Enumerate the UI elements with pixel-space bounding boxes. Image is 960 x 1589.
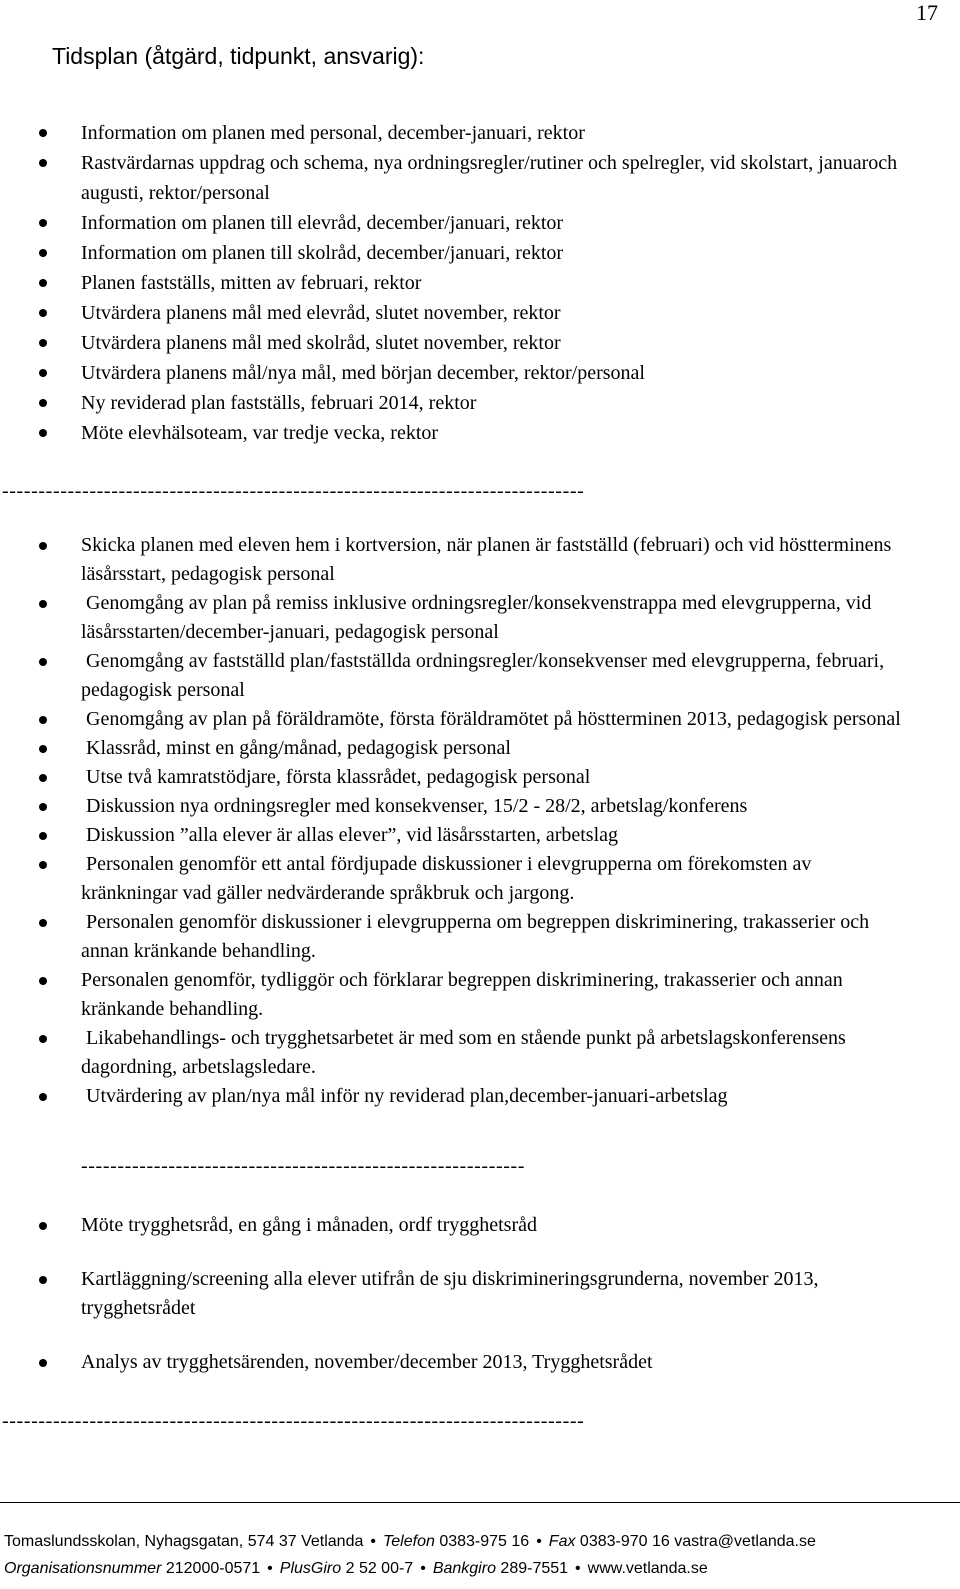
list-item-text: Utse två kamratstödjare, första klassrådet, pedagogisk personal: [81, 766, 591, 788]
list-item-text: Utvärdera planens mål med elevråd, slutet november, rektor: [81, 302, 561, 324]
list-item-text: Planen fastställs, mitten av februari, rektor: [81, 272, 422, 294]
list-item-text: Genomgång av fastställd plan/fastställda ordningsregler/konsekvenser med elevgrupperna, februari, pedagogisk personal: [81, 650, 890, 701]
list-item-text: Skicka planen med eleven hem i kortversion, när planen är fastställd (februari) och vid höstterminens läsårsstart, pedagogisk personal: [81, 534, 897, 585]
bullet-icon: [39, 600, 47, 608]
footer-org-label: Organisationsnummer: [4, 1560, 162, 1577]
list-item: [0, 1211, 911, 1240]
list-item: [0, 388, 911, 418]
list-item: [0, 1024, 911, 1082]
list-item: [0, 1348, 911, 1377]
list-item: [0, 531, 911, 589]
list-item-text: Diskussion nya ordningsregler med konsekvenser, 15/2 - 28/2, arbetslag/konferens: [81, 795, 748, 817]
footer-school-address: Tomaslundsskolan, Nyhagsgatan, 574 37 Vetlanda: [4, 1533, 364, 1550]
list-item: [0, 418, 911, 448]
list-item: [0, 763, 911, 792]
list-item-text: Utvärdera planens mål med skolråd, slutet november, rektor: [81, 332, 561, 354]
bullet-icon: [39, 1222, 47, 1230]
footer-rule: [0, 1502, 960, 1503]
bullet-icon: [39, 919, 47, 927]
bullet-icon: [39, 279, 47, 287]
footer-contact-line: [4, 1532, 816, 1552]
footer-website: www.vetlanda.se: [587, 1560, 708, 1577]
list-item: [0, 850, 911, 908]
footer-fax: 0383-970 16: [579, 1533, 670, 1550]
timeline-list-management: [0, 118, 911, 448]
dashed-divider-top: --------------------------------------------------------------------------------: [2, 480, 585, 502]
dashed-divider-bottom: --------------------------------------------------------------------------------: [2, 1410, 585, 1432]
list-item-text: Genomgång av plan på föräldramöte, första föräldramötet på höstterminen 2013, pedagogisk personal: [81, 708, 901, 730]
list-item-text: Utvärdering av plan/nya mål inför ny reviderad plan,december-januari-arbetslag: [81, 1085, 728, 1107]
footer-payment-line: [4, 1559, 708, 1579]
footer-bullet: •: [370, 1533, 376, 1550]
footer-fax-label: Fax: [548, 1533, 576, 1550]
list-item-text: Rastvärdarnas uppdrag och schema, nya ordningsregler/rutiner och spelregler, vid skolstart, januaroch augusti, rektor/personal: [81, 152, 903, 204]
bullet-icon: [39, 369, 47, 377]
list-item: [0, 589, 911, 647]
bullet-icon: [39, 399, 47, 407]
list-item-text: Kartläggning/screening alla elever utifrån de sju diskrimineringsgrunderna, november 2013, trygghetsrådet: [81, 1268, 824, 1319]
footer-email: vastra@vetlanda.se: [674, 1533, 816, 1550]
bullet-icon: [39, 832, 47, 840]
footer-phone: 0383-975 16: [439, 1533, 530, 1550]
list-item-text: Utvärdera planens mål/nya mål, med början december, rektor/personal: [81, 362, 645, 384]
list-item: [0, 238, 911, 268]
list-item: [0, 268, 911, 298]
list-item: [0, 148, 911, 208]
list-item: [0, 1082, 911, 1111]
list-item-text: Ny reviderad plan fastställs, februari 2014, rektor: [81, 392, 477, 414]
list-item-text: Likabehandlings- och trygghetsarbetet är med som en stående punkt på arbetslagskonferensens dagordning, arbetslagsledare.: [81, 1027, 851, 1078]
list-item: [0, 328, 911, 358]
bullet-icon: [39, 803, 47, 811]
bullet-icon: [39, 249, 47, 257]
bullet-icon: [39, 745, 47, 753]
footer-bullet: •: [536, 1533, 542, 1550]
list-item: [0, 1265, 911, 1323]
footer-plusgiro-label: PlusGiro: [279, 1560, 342, 1577]
bullet-icon: [39, 861, 47, 869]
footer-bullet: •: [267, 1560, 273, 1577]
footer-org: 212000-0571: [165, 1560, 261, 1577]
list-item: [0, 792, 911, 821]
footer-bullet: •: [575, 1560, 581, 1577]
list-item-text: Möte elevhälsoteam, var tredje vecka, rektor: [81, 422, 439, 444]
list-item-text: Personalen genomför diskussioner i elevgrupperna om begreppen diskriminering, trakasserier och annan kränkande behandling.: [81, 911, 875, 962]
list-item: [0, 118, 911, 148]
list-item-text: Personalen genomför, tydliggör och förklarar begreppen diskriminering, trakasserier och annan kränkande behandling.: [81, 969, 848, 1020]
bullet-icon: [39, 429, 47, 437]
list-item-text: Diskussion ”alla elever är allas elever”, vid läsårsstarten, arbetslag: [81, 824, 619, 846]
list-item: [0, 821, 911, 850]
bullet-icon: [39, 1359, 47, 1367]
list-item: [0, 734, 911, 763]
bullet-icon: [39, 219, 47, 227]
bullet-icon: [39, 1093, 47, 1101]
list-item-text: Analys av trygghetsärenden, november/december 2013, Trygghetsrådet: [81, 1351, 653, 1373]
list-item: [0, 208, 911, 238]
list-item: [0, 705, 911, 734]
list-item-text: Genomgång av plan på remiss inklusive ordningsregler/konsekvenstrappa med elevgrupperna, vid läsårsstarten/december-januari, pedagogisk personal: [81, 592, 877, 643]
bullet-icon: [39, 1276, 47, 1284]
list-item-text: Information om planen till elevråd, december/januari, rektor: [81, 212, 564, 234]
list-item-text: Möte trygghetsråd, en gång i månaden, ordf trygghetsråd: [81, 1214, 537, 1236]
bullet-icon: [39, 542, 47, 550]
list-item-text: Klassråd, minst en gång/månad, pedagogisk personal: [81, 737, 511, 759]
list-item-text: Information om planen till skolråd, december/januari, rektor: [81, 242, 564, 264]
list-item-text: Personalen genomför ett antal fördjupade diskussioner i elevgrupperna om förekomsten av kränkningar vad gäller nedvärderande språkbruk och jargong.: [81, 853, 817, 904]
bullet-icon: [39, 309, 47, 317]
footer-bullet: •: [420, 1560, 426, 1577]
footer-phone-label: Telefon: [382, 1533, 435, 1550]
dashed-divider-middle: -------------------------------------------------------------: [81, 1155, 526, 1177]
list-item: [0, 647, 911, 705]
timeline-list-staff: [0, 531, 911, 1111]
bullet-icon: [39, 129, 47, 137]
list-item: [0, 358, 911, 388]
list-item: [0, 966, 911, 1024]
footer-bankgiro-label: Bankgiro: [432, 1560, 496, 1577]
bullet-icon: [39, 159, 47, 167]
bullet-icon: [39, 774, 47, 782]
list-item-text: Information om planen med personal, december-januari, rektor: [81, 122, 585, 144]
page-title: Tidsplan (åtgärd, tidpunkt, ansvarig):: [52, 43, 425, 69]
bullet-icon: [39, 977, 47, 985]
bullet-icon: [39, 658, 47, 666]
footer-plusgiro: 2 52 00-7: [345, 1560, 414, 1577]
page-number: 17: [916, 0, 938, 25]
bullet-icon: [39, 1035, 47, 1043]
bullet-icon: [39, 339, 47, 347]
bullet-icon: [39, 716, 47, 724]
list-item: [0, 908, 911, 966]
timeline-list-safety-council: [0, 1211, 911, 1402]
list-item: [0, 298, 911, 328]
footer-bankgiro: 289-7551: [500, 1560, 569, 1577]
